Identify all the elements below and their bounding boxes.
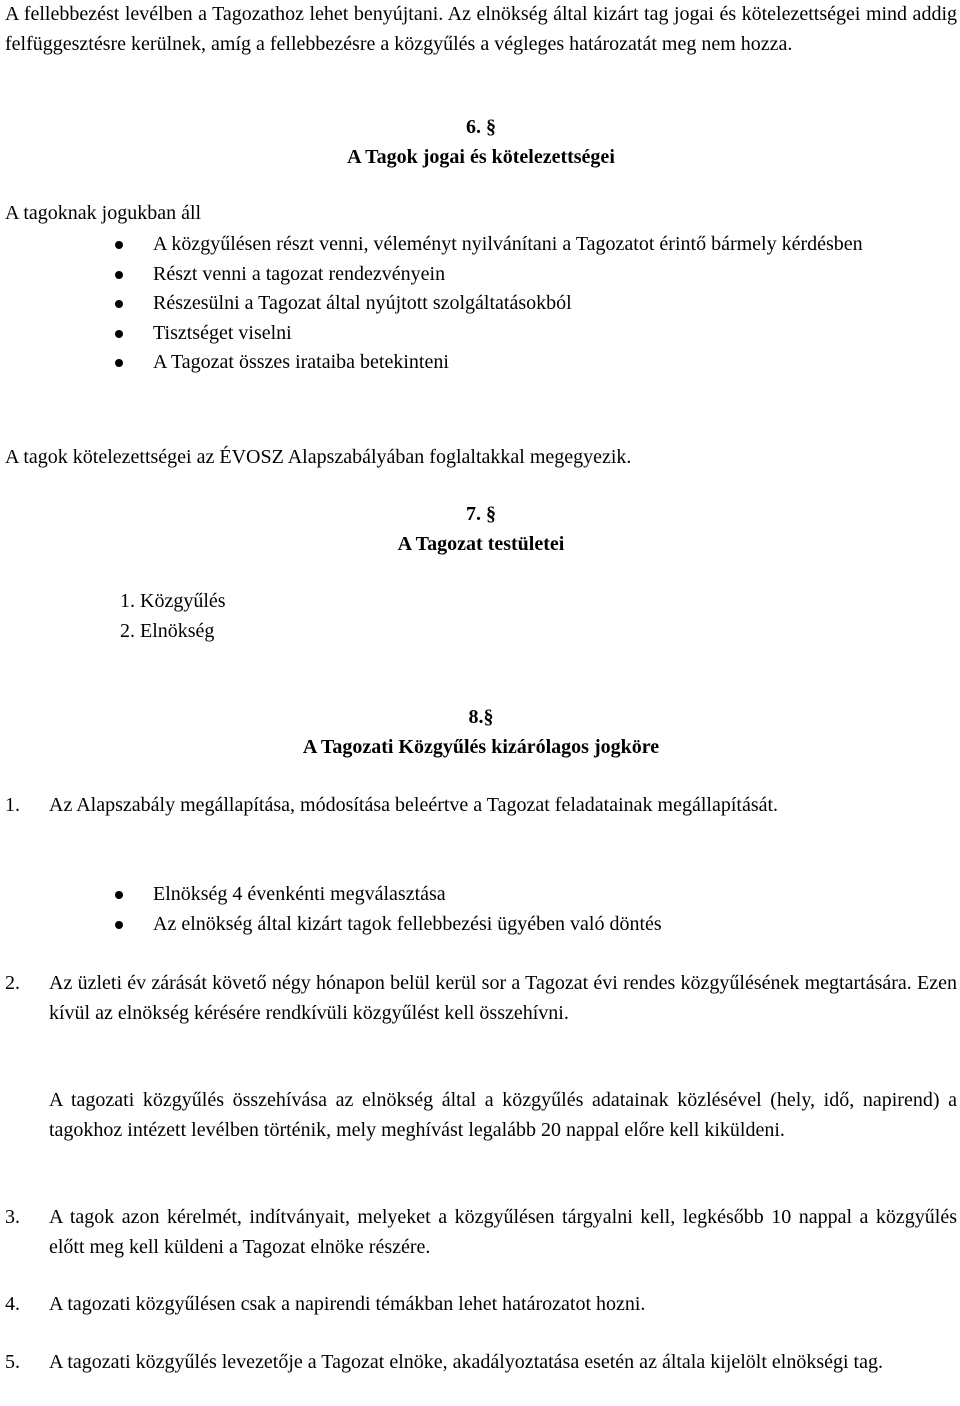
section-7-title: A Tagozat testületei xyxy=(397,532,565,555)
list-item: Elnökség 4 évenkénti megválasztása xyxy=(5,880,957,910)
item-text: Az Alapszabály megállapítása, módosítása beleértve a Tagozat feladatainak megállapítását. xyxy=(49,794,779,816)
numbered-item-2 xyxy=(5,969,957,1028)
list-item: A Tagozat összes irataiba betekinteni xyxy=(5,348,957,378)
intro-paragraph: A fellebbezést levélben a Tagozathoz lehet benyújtani. Az elnökség által kizárt tag jogai és kötelezettségei mind addig felfüggesztésre kerülnek, amíg a fellebbezésre a közgyűlés a végleges határozatát meg nem hozza. xyxy=(5,3,957,55)
list-item: A közgyűlésen részt venni, véleményt nyilvánítani a Tagozatot érintő bármely kérdésben xyxy=(5,230,957,260)
item-text: A tagok azon kérelmét, indítványait, melyeket a közgyűlésen tárgyalni kell, legkésőbb 10 nappal a közgyűlés előtt meg kell küldeni a Tagozat elnöke részére. xyxy=(49,1206,957,1258)
item-number: 4. xyxy=(5,1293,20,1315)
section-8-title: A Tagozati Közgyűlés kizárólagos jogköre xyxy=(302,735,660,758)
section-8-number: 8.§ xyxy=(468,706,494,728)
list-item: Tisztséget viselni xyxy=(5,319,957,349)
item-number: 1. xyxy=(5,794,20,816)
item-text: Az üzleti év zárását követő négy hónapon belül kerül sor a Tagozat évi rendes közgyűlésének megtartására. Ezen kívül az elnökség kérésére rendkívüli közgyűlést kell összehívni. xyxy=(49,972,957,1024)
rights-list xyxy=(5,230,957,378)
section-6-lead: A tagoknak jogukban áll xyxy=(5,202,202,224)
bodies-list xyxy=(120,587,226,646)
section-7-number: 7. § xyxy=(466,503,496,525)
list-item: Részt venni a tagozat rendezvényein xyxy=(5,260,957,290)
section-7-heading xyxy=(5,500,957,559)
numbered-item-5 xyxy=(5,1348,957,1378)
list-item: 1. Közgyűlés xyxy=(120,590,226,612)
item-text: A tagozati közgyűlés levezetője a Tagozat elnöke, akadályoztatása esetén az általa kijelölt elnökségi tag. xyxy=(49,1351,883,1373)
numbered-item-1 xyxy=(5,791,957,821)
item-number: 2. xyxy=(5,972,20,994)
section-6-number: 6. § xyxy=(466,116,496,138)
section-6-title: A Tagok jogai és kötelezettségei xyxy=(347,145,615,168)
obligations-text: A tagok kötelezettségei az ÉVOSZ Alapszabályában foglaltakkal megegyezik. xyxy=(5,446,632,468)
list-item: Részesülni a Tagozat által nyújtott szolgáltatásokból xyxy=(5,289,957,319)
item-1-bullets xyxy=(5,880,957,939)
list-item: Az elnökség által kizárt tagok fellebbezési ügyében való döntés xyxy=(5,910,957,940)
item-number: 5. xyxy=(5,1351,20,1373)
item-number: 3. xyxy=(5,1206,20,1228)
section-8-heading xyxy=(5,703,957,762)
section-6-heading xyxy=(5,113,957,172)
item-2-extra: A tagozati közgyűlés összehívása az elnökség által a közgyűlés adatainak közlésével (hely, idő, napirend) a tagokhoz intézett levélben történik, mely meghívást legalább 20 nappal előre kell kiküldeni. xyxy=(49,1089,957,1141)
numbered-item-3 xyxy=(5,1203,957,1262)
list-item: 2. Elnökség xyxy=(120,619,215,642)
numbered-item-4 xyxy=(5,1290,957,1320)
item-text: A tagozati közgyűlésen csak a napirendi témákban lehet határozatot hozni. xyxy=(49,1293,646,1315)
